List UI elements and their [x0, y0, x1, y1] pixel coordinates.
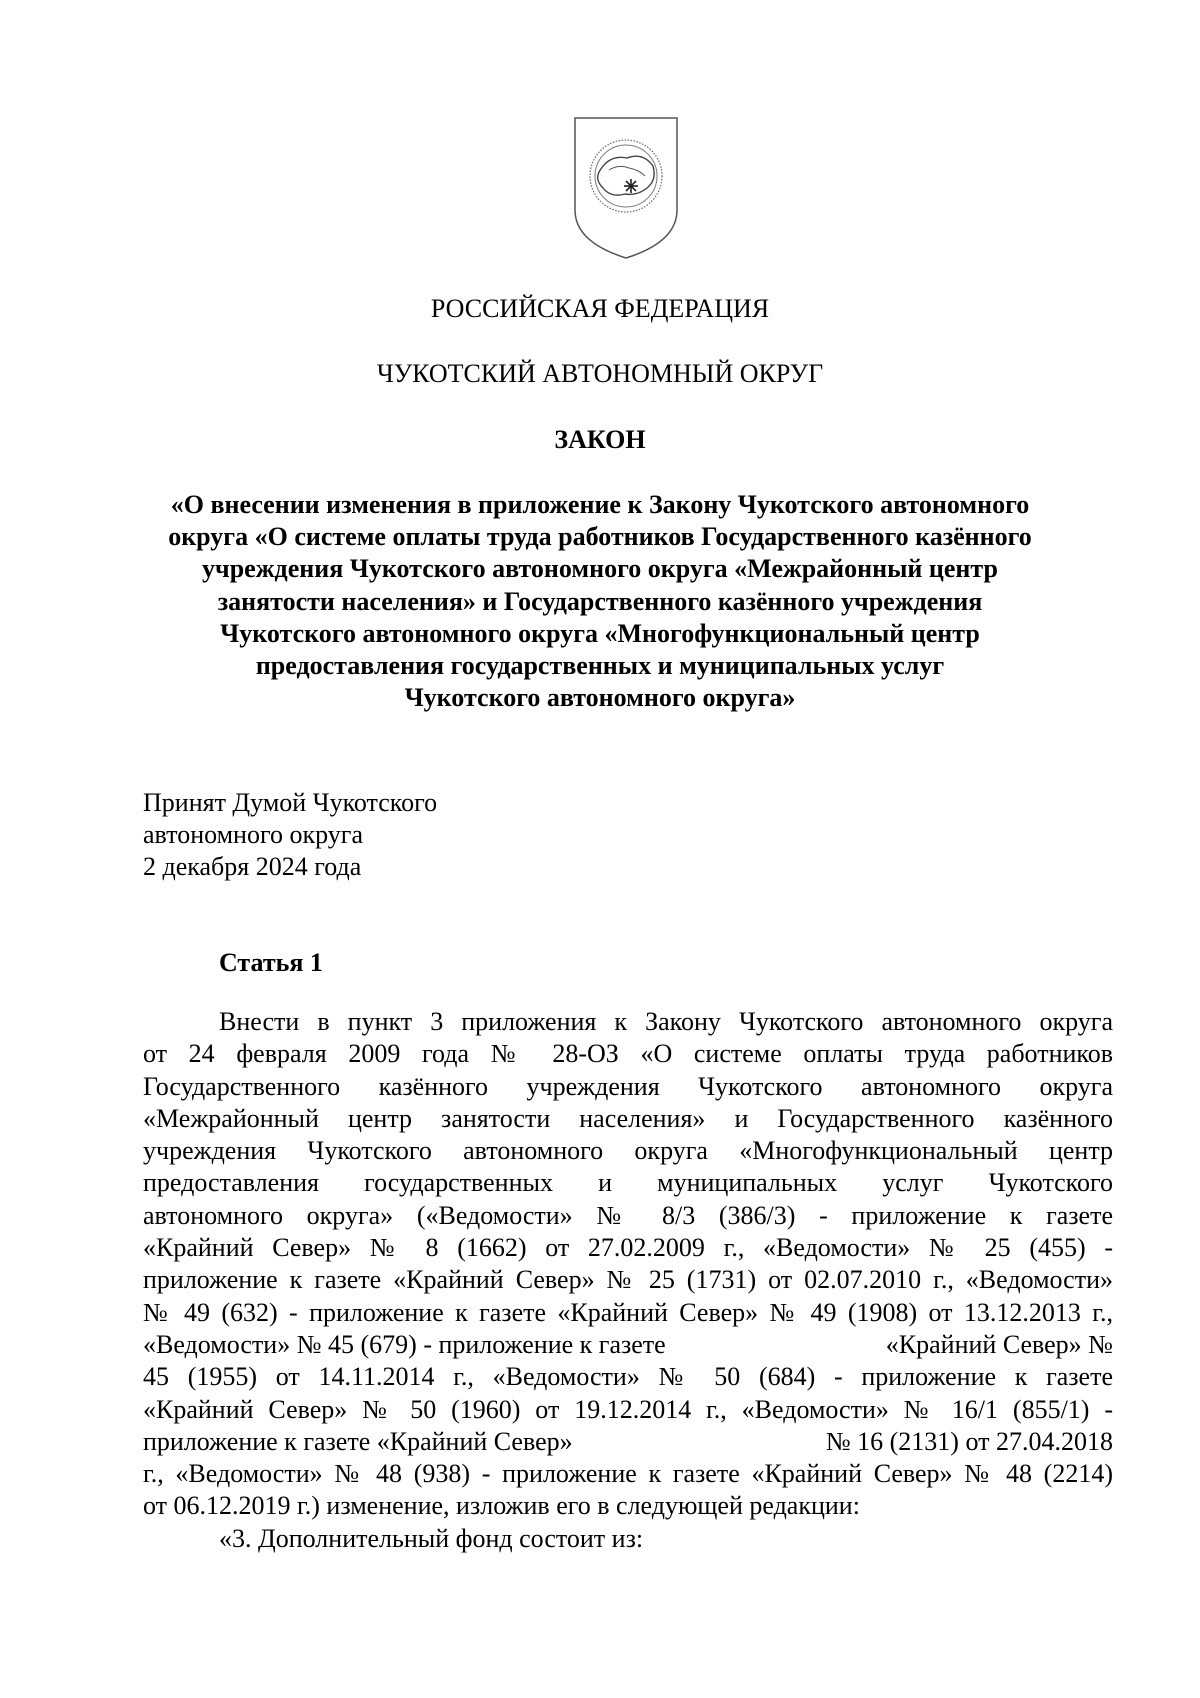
- adoption-line: автономного округа: [143, 820, 363, 849]
- law-title-line: учреждения Чукотского автономного округа «Межрайонный центр: [202, 554, 998, 584]
- law-title-line: предоставления государственных и муниципальных услуг: [255, 651, 945, 681]
- law-title-line: округа «О системе оплаты труда работников Государственного казённого: [168, 522, 1032, 552]
- document-type-heading: ЗАКОН: [554, 425, 646, 454]
- body-line: автономного округа» («Ведомости» № 8/3 (386/3) - приложение к газете: [143, 1200, 1113, 1230]
- body-line: «Межрайонный центр занятости населения» и Государственного казённого: [143, 1103, 1113, 1133]
- body-line-left: приложение к газете «Крайний Север»: [143, 1426, 573, 1456]
- body-line: предоставления государственных и муниципальных услуг Чукотского: [143, 1168, 1113, 1198]
- adoption-date: 2 декабря 2024 года: [143, 852, 362, 881]
- law-title-line: Чукотского автономного округа»: [404, 683, 796, 713]
- body-line-tabbed: [143, 1426, 1113, 1458]
- body-line-right: «Крайний Север» №: [885, 1329, 1113, 1359]
- law-title-line: Чукотского автономного округа «Многофункциональный центр: [220, 618, 980, 648]
- law-title-line: занятости населения» и Государственного казённого учреждения: [217, 586, 983, 616]
- law-title: [140, 489, 1060, 714]
- body-line: приложение к газете «Крайний Север» № 25 (1731) от 02.07.2010 г., «Ведомости»: [143, 1265, 1113, 1295]
- body-line: г., «Ведомости» № 48 (938) - приложение к газете «Крайний Север» № 48 (2214): [143, 1459, 1113, 1489]
- body-line: учреждения Чукотского автономного округа «Многофункциональный центр: [143, 1136, 1113, 1166]
- article-heading: Статья 1: [219, 948, 323, 977]
- body-line: Государственного казённого учреждения Чукотского автономного округа: [143, 1071, 1113, 1101]
- region-heading: ЧУКОТСКИЙ АВТОНОМНЫЙ ОКРУГ: [376, 359, 824, 388]
- body-line: от 24 февраля 2009 года № 28-ОЗ «О системе оплаты труда работников: [143, 1039, 1113, 1069]
- adoption-block: [143, 787, 643, 883]
- body-line: «Крайний Север» № 50 (1960) от 19.12.2014 г., «Ведомости» № 16/1 (855/1) -: [143, 1394, 1113, 1424]
- body-line: «Крайний Север» № 8 (1662) от 27.02.2009 г., «Ведомости» № 25 (455) -: [143, 1233, 1113, 1263]
- body-line: № 49 (632) - приложение к газете «Крайний Север» № 49 (1908) от 13.12.2013 г.,: [143, 1297, 1113, 1327]
- body-line-right: № 16 (2131) от 27.04.2018: [825, 1426, 1113, 1456]
- body-line: 45 (1955) от 14.11.2014 г., «Ведомости» № 50 (684) - приложение к газете: [143, 1362, 1113, 1392]
- article-body: [143, 1006, 1113, 1555]
- coat-of-arms-icon: [569, 114, 683, 262]
- body-line-left: «Ведомости» № 45 (679) - приложение к газете: [143, 1329, 666, 1359]
- adoption-line: Принят Думой Чукотского: [143, 788, 438, 817]
- body-line-tabbed: [143, 1329, 1113, 1361]
- law-title-line: «О внесении изменения в приложение к Закону Чукотского автономного: [170, 490, 1030, 519]
- body-line: от 06.12.2019 г.) изменение, изложив его в следующей редакции:: [143, 1491, 860, 1521]
- body-line: Внести в пункт 3 приложения к Закону Чукотского автономного округа: [219, 1007, 1113, 1036]
- quote-start-line: «3. Дополнительный фонд состоит из:: [219, 1523, 644, 1553]
- country-heading: РОССИЙСКАЯ ФЕДЕРАЦИЯ: [430, 294, 770, 323]
